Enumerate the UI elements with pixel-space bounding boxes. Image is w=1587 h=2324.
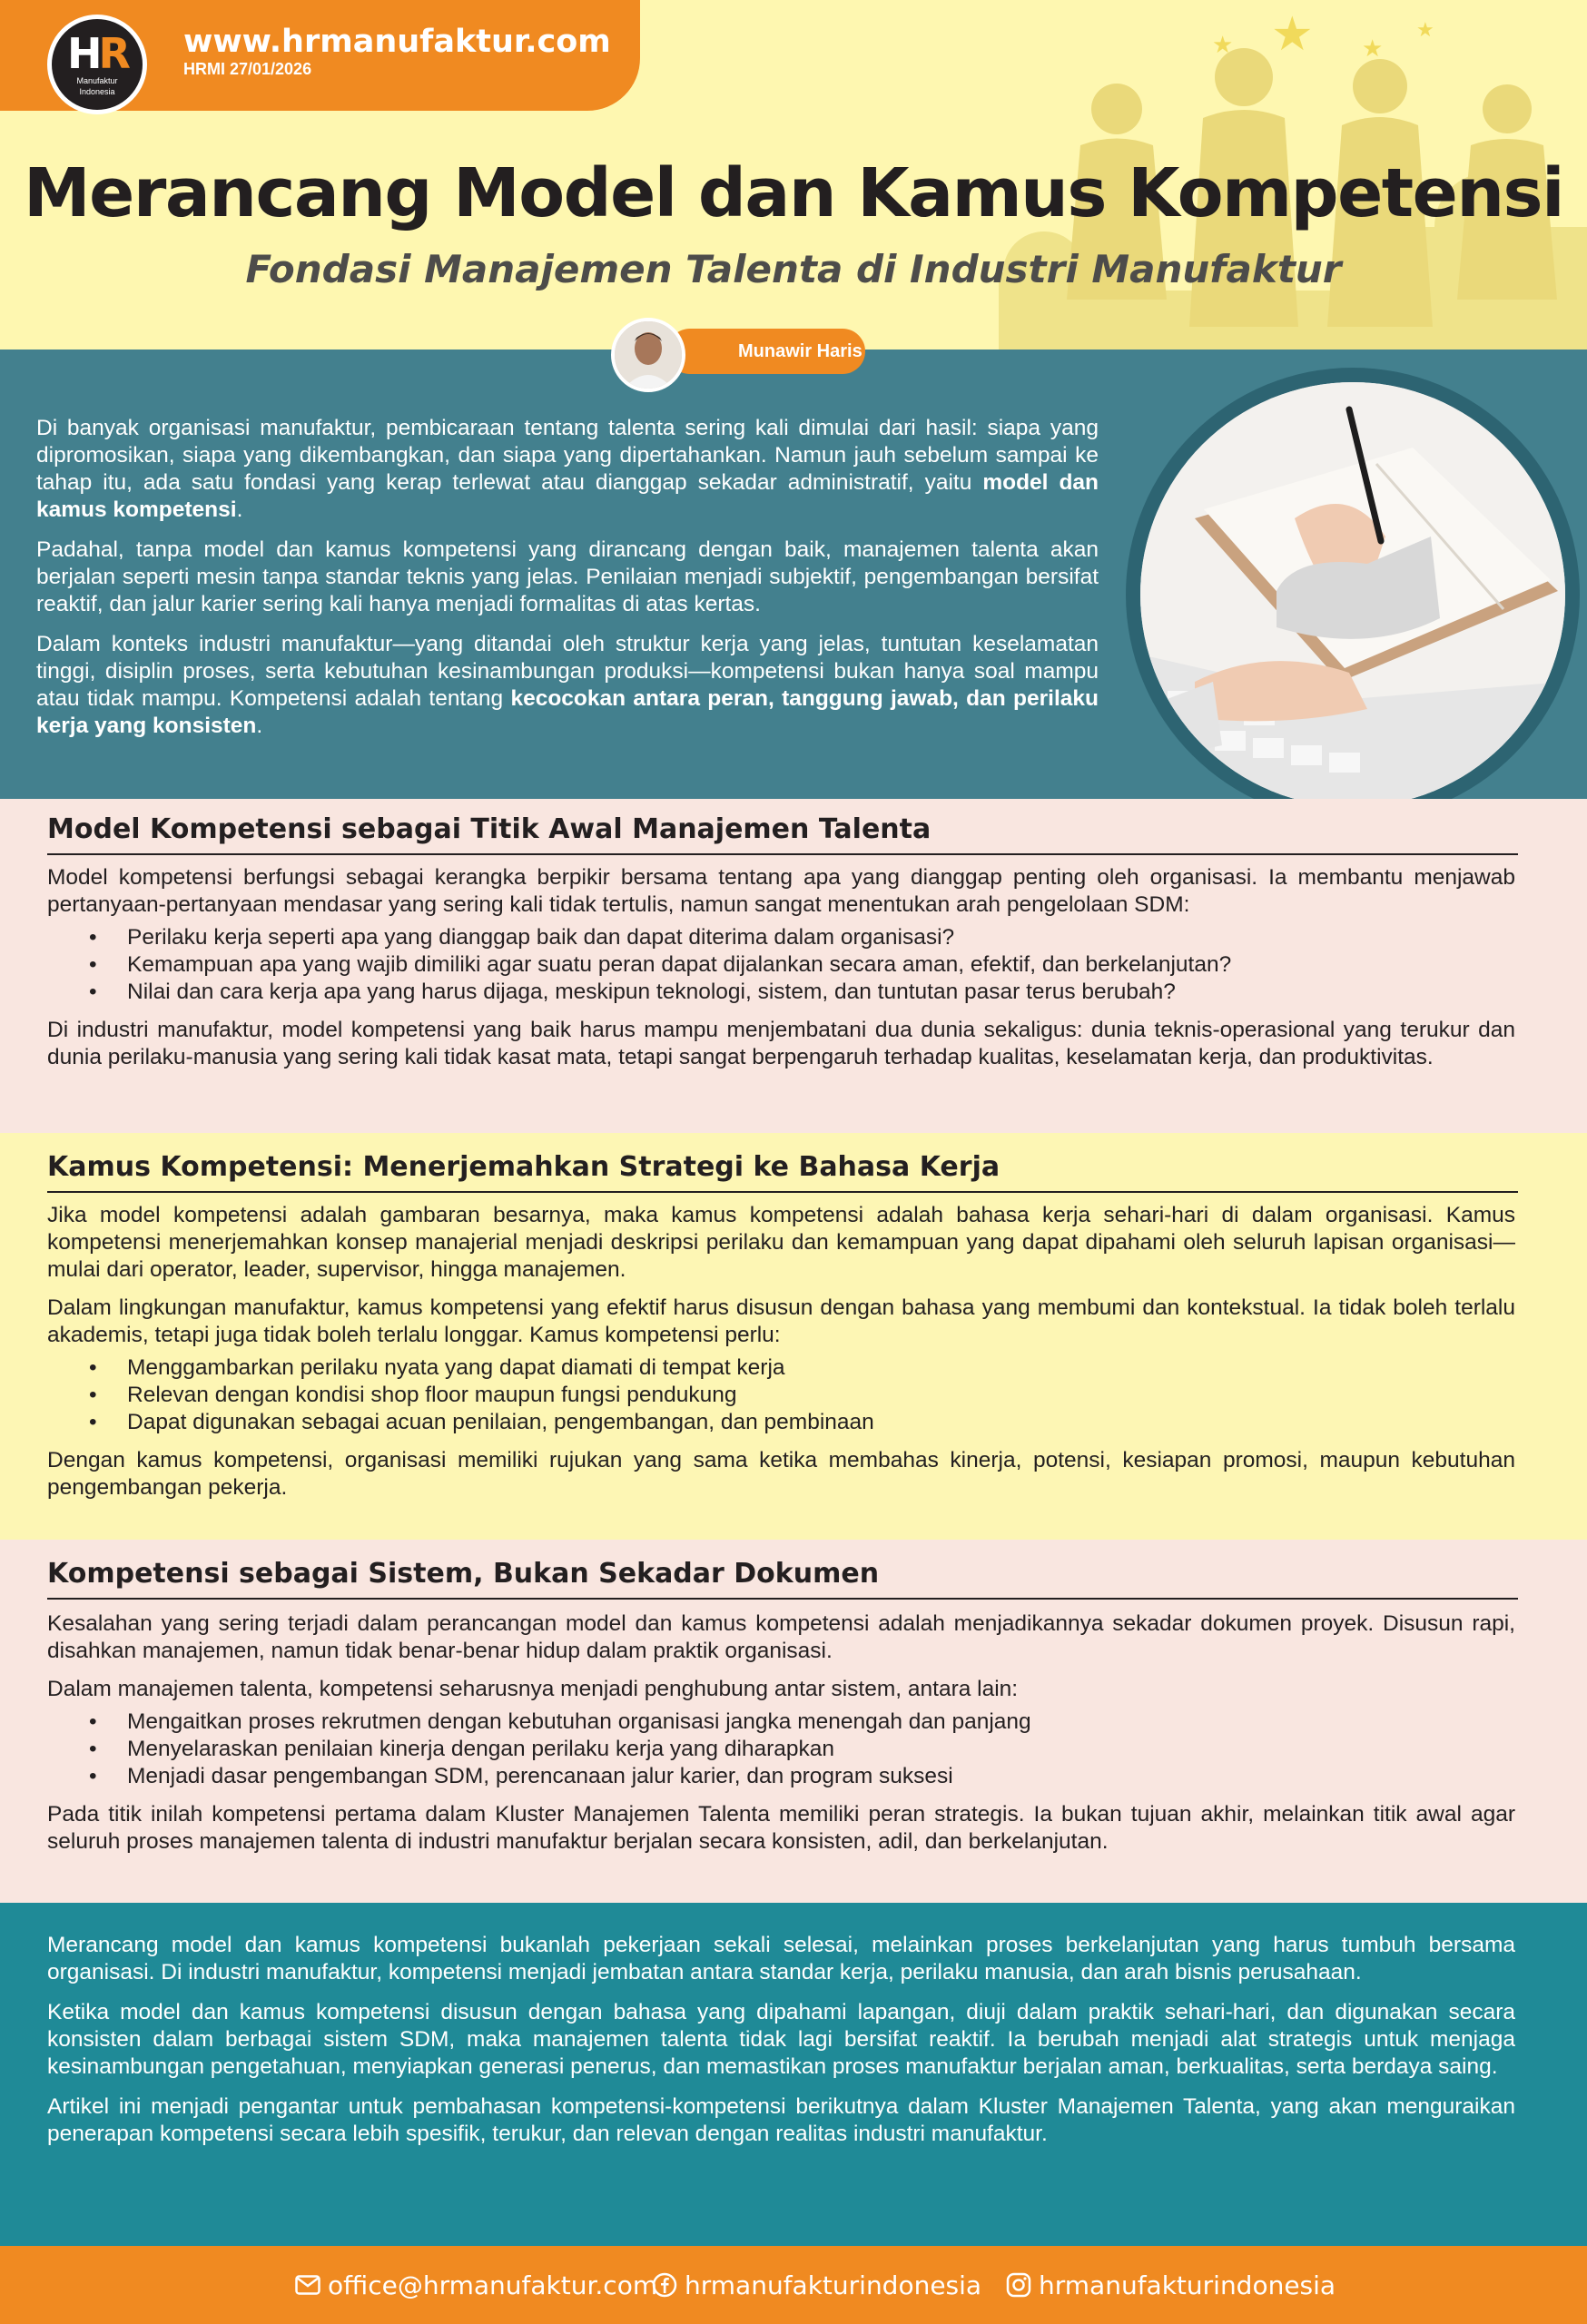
writing-photo	[1126, 368, 1580, 822]
intro-paragraph: Dalam konteks industri manufaktur—yang ditandai oleh struktur kerja yang jelas, tuntutan keselamatan tinggi, disiplin proses, serta kebutuhan kesinambungan produksi—kompetensi bukan hanya soal mampu atau tidak mampu. Kompetensi adalah tentang kecocokan antara peran, tanggung jawab, dan perilaku kerja yang konsisten.	[36, 632, 1099, 738]
list-item: • Menyelaraskan penilaian kinerja dengan perilaku kerja yang diharapkan	[127, 1736, 1515, 1763]
section-kamus-kompetensi	[0, 1133, 1587, 1540]
star-icon: ★	[1271, 8, 1314, 61]
section-paragraph: Dalam manajemen talenta, kompetensi seharusnya menjadi penghubung antar sistem, antara lain:	[47, 1677, 1019, 1701]
list-item: • Perilaku kerja seperti apa yang dianggap baik dan dapat diterima dalam organisasi?	[127, 924, 1515, 951]
section-body	[47, 1610, 1515, 1866]
page-title: Merancang Model dan Kamus Kompetensi	[24, 154, 1563, 232]
bullet-list	[127, 1354, 1515, 1436]
star-icon: ★	[1416, 18, 1434, 41]
instagram-icon	[1006, 2272, 1031, 2298]
website-url[interactable]: www.hrmanufaktur.com	[183, 24, 611, 60]
section-paragraph: Jika model kompetensi adalah gambaran besarnya, maka kamus kompetensi adalah bahasa kerja sehari-hari di dalam organisasi. Kamus kompetensi menerjemahkan konsep manajerial menjadi deskripsi perilaku dan kemampuan yang dapat dipahami oleh seluruh lapisan organisasi—mulai dari operator, leader, supervisor, hingga manajemen.	[47, 1203, 1515, 1282]
intro-paragraph: Padahal, tanpa model dan kamus kompetensi yang dirancang dengan baik, manajemen talenta akan berjalan seperti mesin tanpa standar teknis yang jelas. Penilaian menjadi subjektif, pengembangan bersifat reaktif, dan jalur karier sering kali hanya menjadi formalitas di atas kertas.	[36, 537, 1099, 616]
section-body	[47, 864, 1515, 1082]
list-item: • Kemampuan apa yang wajib dimiliki agar suatu peran dapat dijalankan secara aman, efektif, dan berkelanjutan?	[127, 951, 1515, 979]
article-code: HRMI 27/01/2026	[183, 60, 312, 78]
bullet-list	[127, 1709, 1515, 1790]
section-heading: Kamus Kompetensi: Menerjemahkan Strategi ke Bahasa Kerja	[47, 1151, 1000, 1183]
section-paragraph: Dalam lingkungan manufaktur, kamus kompetensi yang efektif harus disusun dengan bahasa yang membumi dan kontekstual. Ia tidak boleh terlalu akademis, tetapi juga tidak boleh terlalu longgar. Kamus kompetensi perlu:	[47, 1295, 1515, 1347]
conclusion-paragraph: Artikel ini menjadi pengantar untuk pembahasan kompetensi-kompetensi berikutnya dalam Kluster Manajemen Talenta, yang akan menguraikan penerapan kompetensi secara lebih spesifik, terukur, dan relevan dengan realitas industri manufaktur.	[47, 2094, 1515, 2146]
footer-facebook[interactable]: hrmanufakturindonesia	[652, 2246, 981, 2324]
intro-paragraph: Di banyak organisasi manufaktur, pembicaraan tentang talenta sering kali dimulai dari hasil: siapa yang dipromosikan, siapa yang dikembangkan, dan siapa yang dipertahankan. Namun jauh sebelum sampai ke tahap itu, ada satu fondasi yang kerap terlewat atau dianggap sekadar administratif, yaitu model dan kamus kompetensi.	[36, 416, 1099, 522]
list-item: • Mengaitkan proses rekrutmen dengan kebutuhan organisasi jangka menengah dan panjang	[127, 1709, 1515, 1736]
header	[0, 0, 1587, 350]
conclusion-paragraph: Merancang model dan kamus kompetensi bukanlah pekerjaan sekali selesai, melainkan proses berkelanjutan yang harus tumbuh bersama organisasi. Di industri manufaktur, kompetensi menjadi jembatan antara standar kerja, perilaku manusia, dan arah bisnis perusahaan.	[47, 1933, 1515, 1984]
bullet-list	[127, 924, 1515, 1006]
section-paragraph: Pada titik inilah kompetensi pertama dalam Kluster Manajemen Talenta memiliki peran strategis. Ia bukan tujuan akhir, melainkan titik awal agar seluruh proses manajemen talenta di industri manufaktur berjalan secara konsisten, adil, dan berkelanjutan.	[47, 1802, 1515, 1854]
list-item: • Menjadi dasar pengembangan SDM, perencanaan jalur karier, dan program suksesi	[127, 1763, 1515, 1790]
footer-email[interactable]: office@hrmanufaktur.com	[295, 2246, 657, 2324]
section-paragraph: Kesalahan yang sering terjadi dalam perancangan model dan kamus kompetensi adalah menjadikannya sekadar dokumen proyek. Disusun rapi, disahkan manajemen, namun tidak benar-benar hidup dalam praktik organisasi.	[47, 1611, 1515, 1663]
footer	[0, 2246, 1587, 2324]
section-divider	[47, 1191, 1518, 1193]
logo: HR Manufaktur Indonesia	[47, 15, 147, 114]
star-icon: ★	[1212, 31, 1234, 58]
page-subtitle: Fondasi Manajemen Talenta di Industri Manufaktur	[245, 247, 1342, 291]
author-avatar	[611, 318, 685, 392]
facebook-icon	[652, 2272, 677, 2298]
conclusion-paragraph: Ketika model dan kamus kompetensi disusun dengan bahasa yang dipahami lapangan, diuji dalam praktik sehari-hari, dan digunakan secara konsisten dalam berbagai sistem SDM, maka manajemen talenta tidak lagi bersifat reaktif. Ia berubah menjadi alat strategis untuk menjaga kesinambungan pengetahuan, menyiapkan generasi penerus, dan memastikan proses manufaktur berjalan aman, berkualitas, serta berdaya saing.	[47, 2000, 1515, 2079]
section-paragraph: Di industri manufaktur, model kompetensi yang baik harus mampu menjembatani dua dunia sekaligus: dunia teknis-operasional yang terukur dan dunia perilaku-manusia yang sering kali tidak kasat mata, tetapi sangat berpengaruh terhadap kualitas, keselamatan kerja, dan produktivitas.	[47, 1018, 1515, 1069]
list-item: • Relevan dengan kondisi shop floor maupun fungsi pendukung	[127, 1382, 1515, 1409]
list-item: • Menggambarkan perilaku nyata yang dapat diamati di tempat kerja	[127, 1354, 1515, 1382]
section-divider	[47, 1598, 1518, 1600]
footer-instagram[interactable]: hrmanufakturindonesia	[1006, 2246, 1336, 2324]
section-divider	[47, 853, 1518, 855]
section-body	[47, 1202, 1515, 1512]
intro-text	[36, 415, 1099, 753]
section-heading: Kompetensi sebagai Sistem, Bukan Sekadar Dokumen	[47, 1558, 880, 1590]
list-item: • Nilai dan cara kerja apa yang harus dijaga, meskipun teknologi, sistem, dan tuntutan pasar terus berubah?	[127, 979, 1515, 1006]
list-item: • Dapat digunakan sebagai acuan penilaian, pengembangan, dan pembinaan	[127, 1409, 1515, 1436]
section-heading: Model Kompetensi sebagai Titik Awal Manajemen Talenta	[47, 813, 932, 845]
section-paragraph: Dengan kamus kompetensi, organisasi memiliki rujukan yang sama ketika membahas kinerja, potensi, kesiapan promosi, maupun kebutuhan pengembangan pekerja.	[47, 1448, 1515, 1500]
section-kompetensi-sistem	[0, 1540, 1587, 1903]
author-name: Munawir Haris	[667, 329, 865, 374]
email-icon	[295, 2275, 320, 2295]
section-model-kompetensi	[0, 799, 1587, 1133]
conclusion-text	[47, 1932, 1515, 2161]
section-paragraph: Model kompetensi berfungsi sebagai kerangka berpikir bersama tentang apa yang dianggap penting oleh organisasi. Ia membantu menjawab pertanyaan-pertanyaan mendasar yang sering kali tidak tertulis, namun sangat menentukan arah pengelolaan SDM:	[47, 865, 1515, 917]
star-icon: ★	[1362, 34, 1384, 62]
